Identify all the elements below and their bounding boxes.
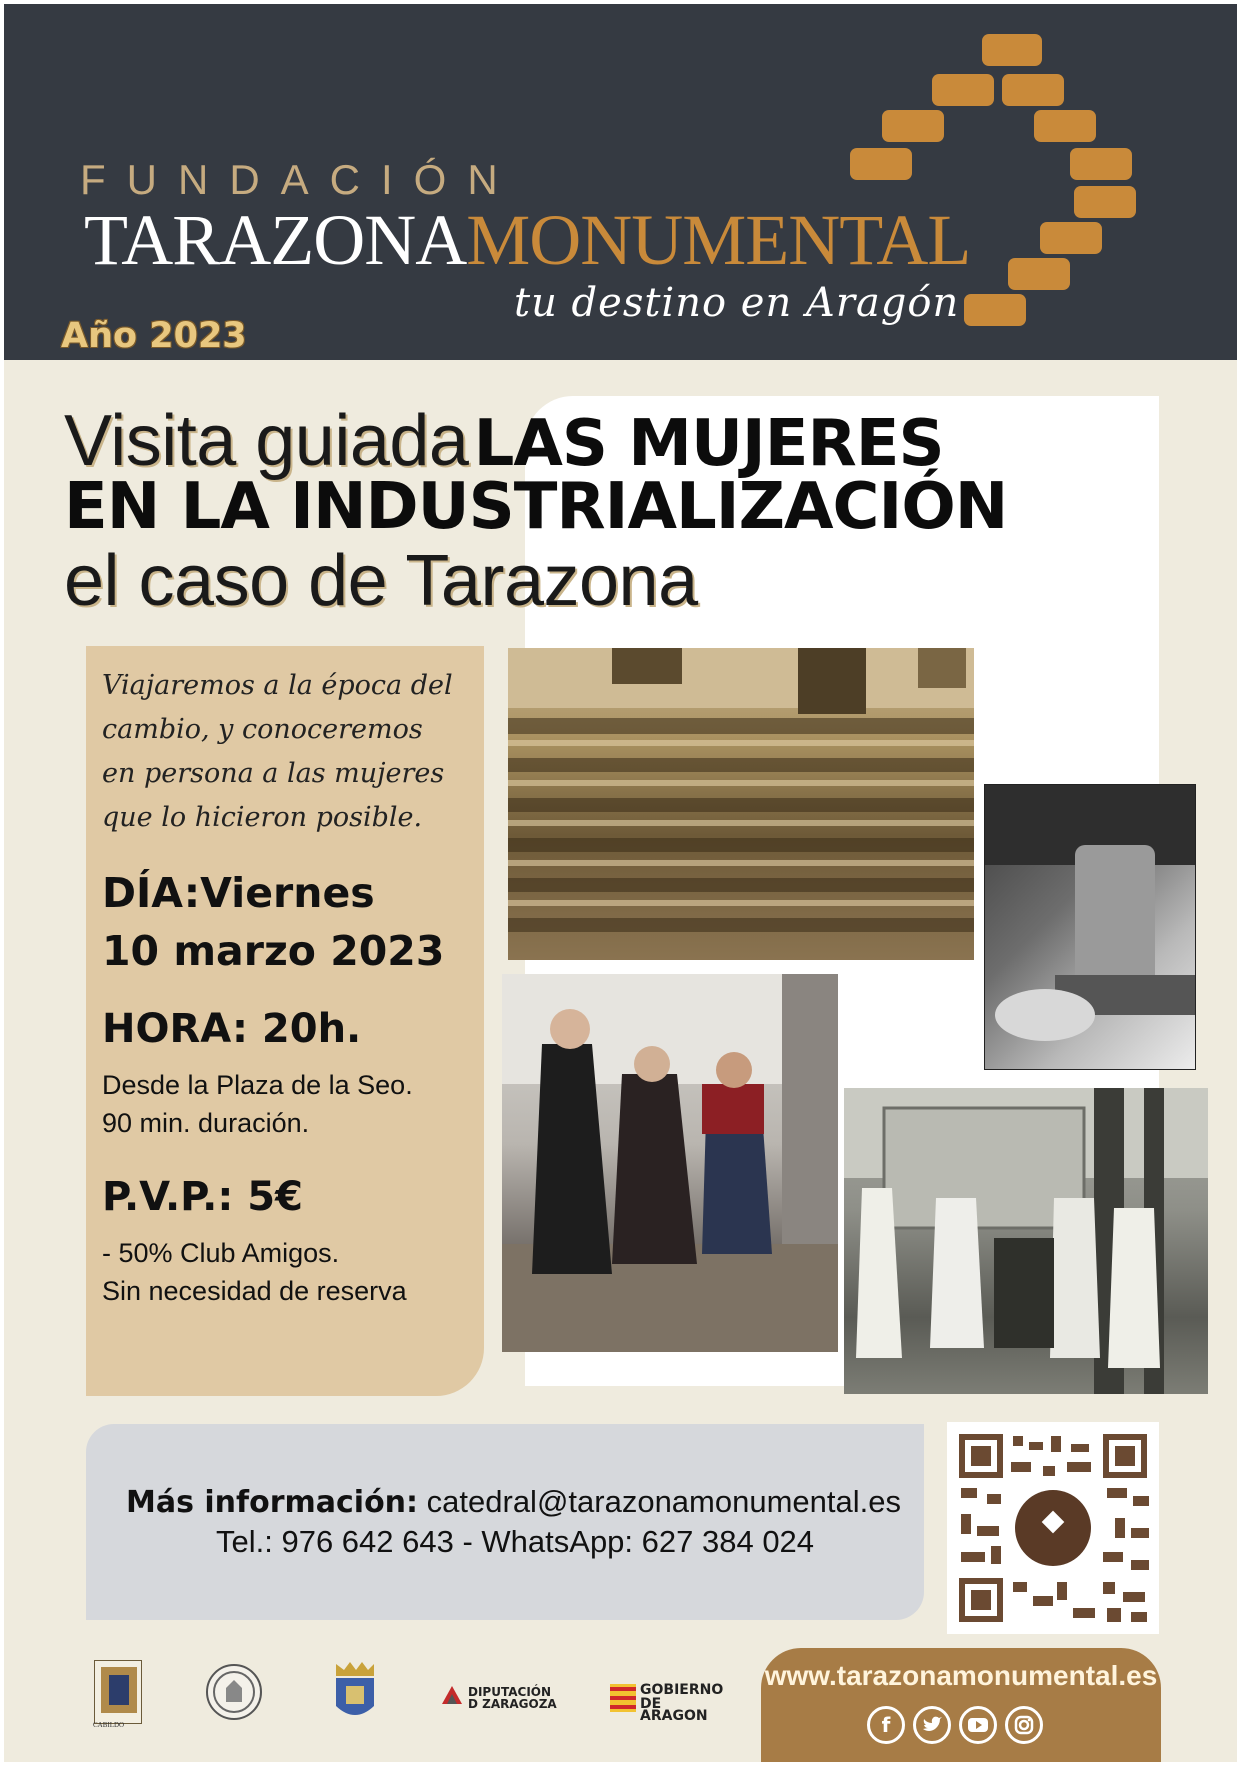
photo-women-workers-group — [508, 648, 974, 960]
duration: 90 min. duración. — [102, 1108, 310, 1138]
price-details — [102, 1234, 407, 1310]
contact-info-panel — [86, 1424, 924, 1620]
website-badge — [761, 1648, 1161, 1762]
year-label: Año 2023 — [61, 316, 247, 356]
youtube-icon[interactable] — [959, 1706, 997, 1744]
event-price: P.V.P.: 5€ — [102, 1174, 303, 1220]
tagline: tu destino en Aragón — [514, 280, 960, 326]
aragon-flag-icon — [610, 1684, 636, 1712]
sponsor-logos — [94, 1660, 734, 1740]
event-details-panel — [86, 646, 484, 1396]
title-line-3 — [64, 540, 1194, 620]
facebook-icon[interactable]: f — [867, 1706, 905, 1744]
contact-label: Más información: — [126, 1485, 419, 1520]
org-label: FUNDACIÓN — [80, 156, 519, 203]
event-date-value: 10 marzo 2023 — [102, 927, 445, 975]
brand-part-tarazona: TARAZONA — [84, 200, 467, 280]
twitter-icon[interactable] — [913, 1706, 951, 1744]
event-date — [102, 864, 444, 980]
discount-note: - 50% Club Amigos. — [102, 1238, 340, 1268]
dpz-triangle-icon — [440, 1684, 464, 1712]
instagram-icon[interactable] — [1005, 1706, 1043, 1744]
meeting-details — [102, 1066, 413, 1142]
city-shield-logo-icon — [330, 1660, 380, 1726]
event-poster — [4, 4, 1237, 1762]
gobierno-aragon-logo — [610, 1682, 730, 1724]
title-line-1 — [64, 400, 1194, 481]
meeting-point: Desde la Plaza de la Seo. — [102, 1070, 413, 1100]
dpz-line-2: D ZARAGOZA — [468, 1697, 557, 1711]
title-caso-tarazona: el caso de Tarazona — [64, 541, 698, 621]
intro-line: cambio, y conoceremos — [102, 714, 423, 745]
photo-women-reenactment — [502, 974, 838, 1352]
title-las-mujeres: LAS MUJERES — [473, 407, 944, 481]
photo-sewing-machine — [984, 784, 1196, 1070]
aragon-line-1: GOBIERNO — [640, 1682, 724, 1698]
intro-line: que lo hicieron posible. — [102, 802, 423, 833]
stairs-logo-icon — [834, 34, 1174, 334]
website-link[interactable]: www.tarazonamonumental.es — [764, 1660, 1158, 1691]
header-banner — [4, 4, 1237, 360]
title-industrializacion: EN LA INDUSTRIALIZACIÓN — [64, 470, 1008, 544]
cabildo-label: CABILDO — [93, 1721, 125, 1729]
intro-line: en persona a las mujeres — [102, 758, 445, 789]
qr-code[interactable] — [947, 1422, 1159, 1634]
diputacion-zaragoza-logo — [440, 1682, 560, 1714]
title-visita-guiada: Visita guiada — [64, 401, 469, 481]
event-time: HORA: 20h. — [102, 1006, 362, 1052]
contact-email-line — [126, 1484, 901, 1520]
intro-text — [102, 664, 482, 840]
contact-email-link[interactable]: catedral@tarazonamonumental.es — [426, 1484, 901, 1519]
aragon-line-2: DE ARAGON — [640, 1696, 708, 1724]
intro-line: Viajaremos a la época del — [102, 670, 453, 701]
social-icons — [867, 1706, 1057, 1746]
brand-part-monumental: MONUMENTAL — [466, 200, 971, 280]
title-line-2 — [64, 470, 1194, 542]
reservation-note: Sin necesidad de reserva — [102, 1276, 407, 1306]
dpz-line-1: DIPUTACIÓN — [468, 1685, 552, 1699]
event-title — [64, 400, 1194, 620]
event-day: DÍA:Viernes — [102, 869, 375, 917]
contact-phone-line: Tel.: 976 642 643 - WhatsApp: 627 384 024 — [216, 1524, 815, 1559]
seal-logo-icon — [206, 1664, 262, 1720]
cabildo-logo-icon — [93, 1660, 142, 1729]
photo-factory-workers — [844, 1088, 1208, 1394]
